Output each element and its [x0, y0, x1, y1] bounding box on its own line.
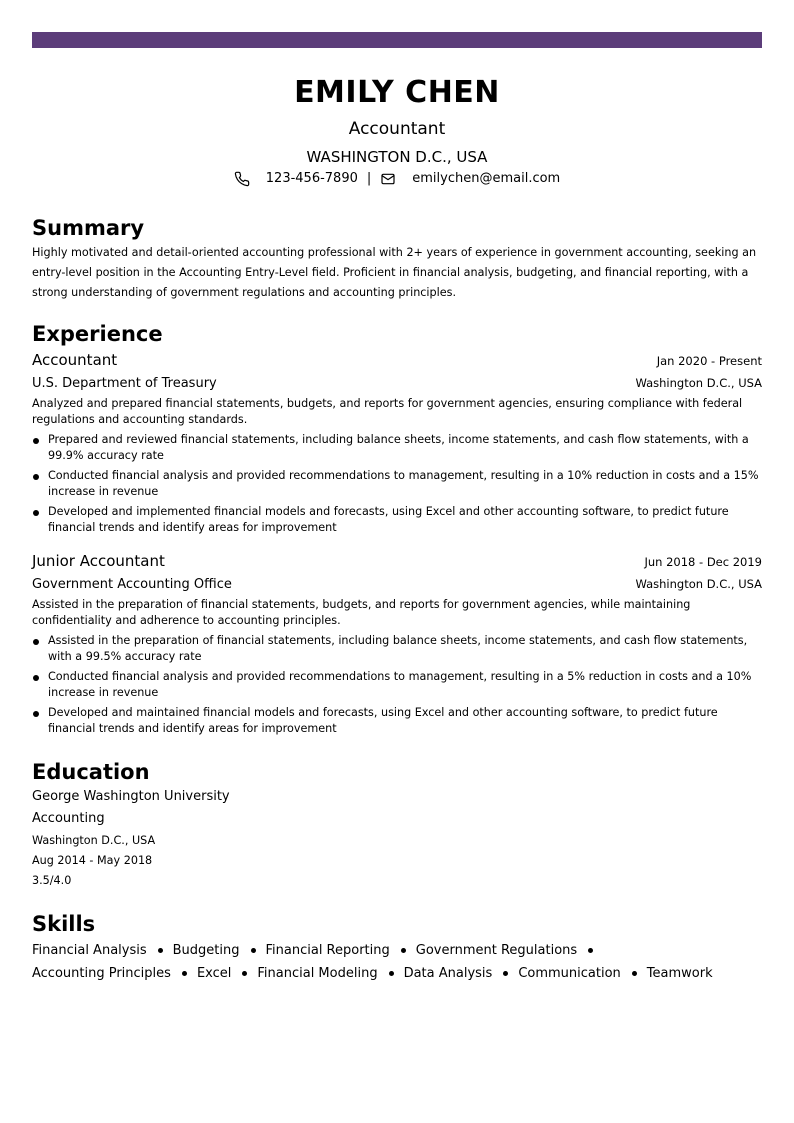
job-bullet [32, 633, 762, 665]
job-bullet-text: Conducted financial analysis and provided recommendations to management, resulting in a 10% reduction in costs and a 15% increase in revenue [48, 469, 759, 498]
contact-separator: | [366, 171, 372, 186]
education-school: George Washington University [32, 789, 230, 804]
job-bullet-list [32, 633, 762, 737]
skills-heading: Skills [32, 912, 96, 936]
accent-top-bar [32, 32, 762, 48]
skill-item: Budgeting [173, 939, 266, 962]
skill-item: Data Analysis [404, 962, 519, 985]
candidate-name: EMILY CHEN [294, 75, 500, 110]
job-position: Accountant [32, 351, 118, 369]
bullet-dot-icon [503, 971, 508, 976]
bullet-dot-icon [242, 971, 247, 976]
experience-section [32, 321, 762, 737]
bullet-dot-icon [401, 948, 406, 953]
job-bullet [32, 504, 762, 536]
job-company: Government Accounting Office [32, 577, 232, 592]
bullet-dot-icon [33, 474, 39, 480]
bullet-dot-icon [33, 510, 39, 516]
job-bullet-text: Developed and maintained financial models and forecasts, using Excel and other accounting software, to predict future financial trends and identify areas for improvement [48, 706, 718, 735]
bullet-dot-icon [632, 971, 637, 976]
summary-section [32, 215, 762, 303]
bullet-dot-icon [33, 438, 39, 444]
education-heading: Education [32, 760, 150, 784]
job-description: Analyzed and prepared financial statements, budgets, and reports for government agencies, ensuring compliance with federal regulations and accounting standards. [32, 397, 743, 426]
education-section [32, 759, 762, 891]
summary-text: Highly motivated and detail-oriented accounting professional with 2+ years of experience in government accounting, seeking an entry-level position in the Accounting Entry-Level field. Proficient in financial analysis, budgeting, and financial reporting, with a strong understanding of government regulations and accounting principles. [32, 246, 757, 299]
summary-heading: Summary [32, 216, 145, 240]
resume-page [32, 32, 762, 985]
job-description: Assisted in the preparation of financial statements, budgets, and reports for government agencies, while maintaining confidentiality and adherence to accounting principles. [32, 598, 691, 627]
education-field: Accounting [32, 811, 105, 826]
job-bullet-text: Assisted in the preparation of financial statements, including balance sheets, income statements, and cash flow statements, with a 99.5% accuracy rate [48, 634, 748, 663]
bullet-dot-icon [182, 971, 187, 976]
job-dates: Jan 2020 - Present [656, 354, 762, 368]
skill-item: Teamwork [646, 966, 713, 981]
resume-header [32, 75, 762, 187]
skill-item: Excel [197, 962, 257, 985]
skill-item: Communication [518, 962, 646, 985]
job-bullet-text: Prepared and reviewed financial statements, including balance sheets, income statements, and cash flow statements, with a 99.9% accuracy rate [48, 433, 749, 462]
job-location: Washington D.C., USA [635, 577, 762, 591]
bullet-dot-icon [251, 948, 256, 953]
bullet-dot-icon [33, 711, 39, 717]
education-gpa: 3.5/4.0 [32, 874, 72, 887]
skills-list [32, 939, 762, 985]
candidate-title: Accountant [348, 119, 446, 139]
job-bullet-text: Conducted financial analysis and provided recommendations to management, resulting in a 5% reduction in costs and a 10% increase in revenue [48, 670, 752, 699]
contact-row [32, 170, 762, 187]
job-bullet-text: Developed and implemented financial models and forecasts, using Excel and other accounting software, to predict future financial trends and identify areas for improvement [48, 505, 729, 534]
education-dates: Aug 2014 - May 2018 [32, 854, 153, 867]
job-bullet-list [32, 432, 762, 536]
bullet-dot-icon [389, 971, 394, 976]
job-company: U.S. Department of Treasury [32, 376, 217, 391]
skill-item: Financial Modeling [257, 962, 403, 985]
bullet-dot-icon [158, 948, 163, 953]
skill-item: Financial Reporting [266, 939, 416, 962]
job-bullet [32, 468, 762, 500]
skill-item: Government Regulations [416, 939, 603, 962]
experience-heading: Experience [32, 322, 163, 346]
job-bullet [32, 432, 762, 464]
skill-item: Financial Analysis [32, 939, 173, 962]
skill-item: Accounting Principles [32, 962, 197, 985]
job-dates: Jun 2018 - Dec 2019 [644, 555, 762, 569]
envelope-icon [380, 171, 396, 187]
skills-section [32, 911, 762, 985]
bullet-dot-icon [588, 948, 593, 953]
job-position: Junior Accountant [32, 552, 165, 570]
phone-number[interactable]: 123-456-7890 [265, 171, 358, 186]
job-location: Washington D.C., USA [635, 376, 762, 390]
email-address[interactable]: emilychen@email.com [412, 171, 561, 186]
job-bullet [32, 705, 762, 737]
job-entry [32, 349, 762, 536]
bullet-dot-icon [33, 639, 39, 645]
candidate-location: WASHINGTON D.C., USA [306, 148, 488, 166]
bullet-dot-icon [33, 675, 39, 681]
education-location: Washington D.C., USA [32, 834, 156, 847]
phone-icon [234, 171, 250, 187]
job-bullet [32, 669, 762, 701]
job-entry [32, 550, 762, 737]
